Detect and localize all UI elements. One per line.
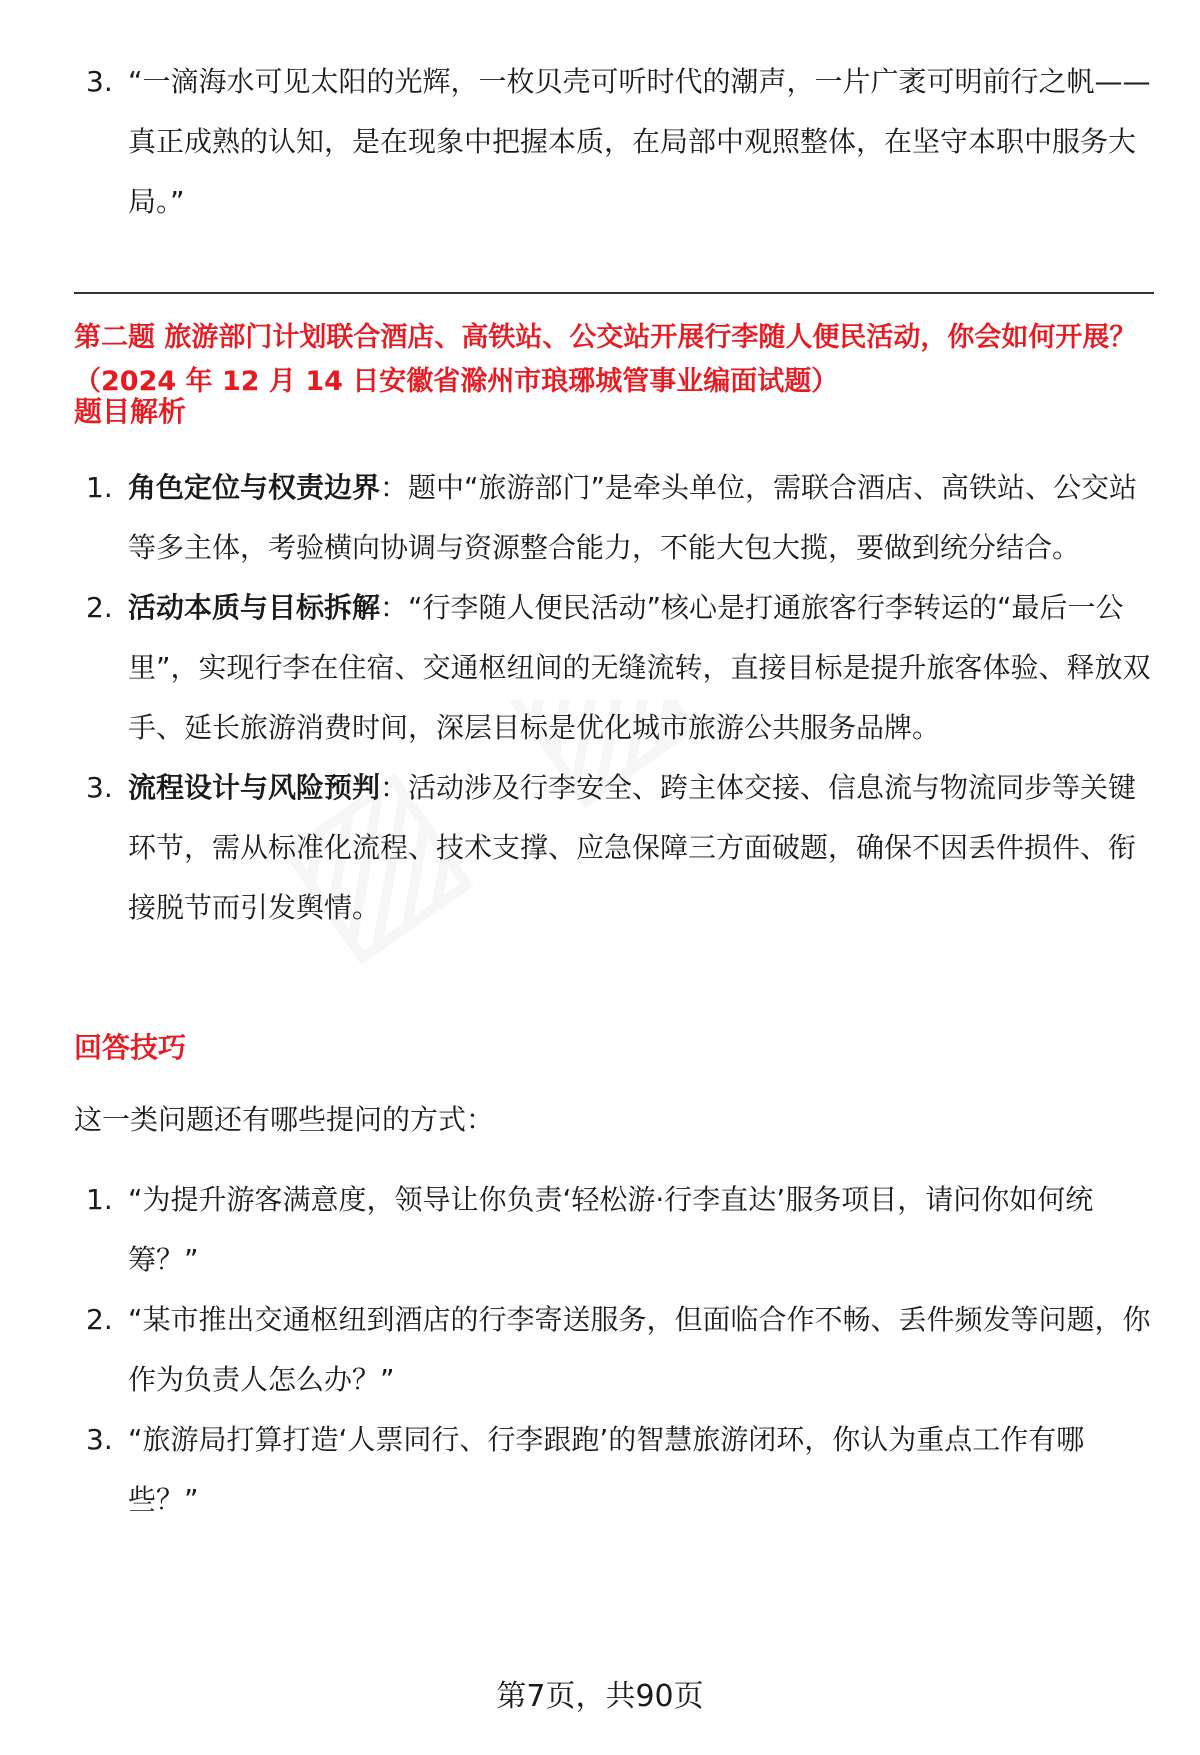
tips-list <box>0 1170 1200 1530</box>
tips-heading: 回答技巧 <box>74 1031 187 1064</box>
top-list <box>0 52 1200 232</box>
list-item-text <box>128 758 1153 938</box>
list-item-number: 2. <box>86 591 113 624</box>
page-number: 第7页，共90页 <box>496 1679 704 1714</box>
list-item <box>0 1170 1200 1290</box>
analysis-heading: 题目解析 <box>74 395 187 428</box>
section-divider <box>74 292 1154 294</box>
item-lead: 流程设计与风险预判 <box>128 771 381 804</box>
list-item-text <box>128 458 1153 578</box>
item-lead: 活动本质与目标拆解 <box>128 591 381 624</box>
list-item-text: “为提升游客满意度，领导让你负责‘轻松游·行李直达’服务项目，请问你如何统筹？” <box>128 1183 1094 1276</box>
list-item <box>0 1410 1200 1530</box>
list-item-text: “一滴海水可见太阳的光辉，一枚贝壳可听时代的潮声，一片广袤可明前行之帆——真正成熟的认知，是在现象中把握本质，在局部中观照整体，在坚守本职中服务大局。” <box>128 65 1151 218</box>
list-item <box>0 758 1200 938</box>
list-item-number: 1. <box>86 471 113 504</box>
tips-intro: 这一类问题还有哪些提问的方式： <box>74 1103 495 1136</box>
list-item <box>0 52 1200 232</box>
list-item-number: 1. <box>86 1183 113 1216</box>
list-item-number: 3. <box>86 65 113 98</box>
item-body: ：活动涉及行李安全、跨主体交接、信息流与物流同步等关键环节，需从标准化流程、技术支撑、应急保障三方面破题，确保不因丢件损件、衔接脱节而引发舆情。 <box>128 771 1137 924</box>
list-item-text: “旅游局打算打造‘人票同行、行李跟跑’的智慧旅游闭环，你认为重点工作有哪些？” <box>128 1423 1085 1516</box>
list-item <box>0 458 1200 578</box>
question-title: 第二题 旅游部门计划联合酒店、高铁站、公交站开展行李随人便民活动，你会如何开展？（2024 年 12 月 14 日安徽省滁州市琅琊城管事业编面试题） <box>74 322 1137 397</box>
list-item-text: “某市推出交通枢纽到酒店的行李寄送服务，但面临合作不畅、丢件频发等问题，你作为负责人怎么办？” <box>128 1303 1151 1396</box>
list-item <box>0 578 1200 758</box>
item-lead: 角色定位与权责边界 <box>128 471 381 504</box>
list-item-text <box>128 578 1153 758</box>
item-body: ：题中“旅游部门”是牵头单位，需联合酒店、高铁站、公交站等多主体，考验横向协调与资源整合能力，不能大包大揽，要做到统分结合。 <box>128 471 1138 564</box>
list-item-number: 3. <box>86 1423 113 1456</box>
item-body: ：“行李随人便民活动”核心是打通旅客行李转运的“最后一公里”，实现行李在住宿、交通枢纽间的无缝流转，直接目标是提升旅客体验、释放双手、延长旅游消费时间，深层目标是优化城市旅游公共服务品牌。 <box>128 591 1151 744</box>
list-item <box>0 1290 1200 1410</box>
analysis-list <box>0 458 1200 938</box>
list-item-number: 3. <box>86 771 113 804</box>
list-item-number: 2. <box>86 1303 113 1336</box>
